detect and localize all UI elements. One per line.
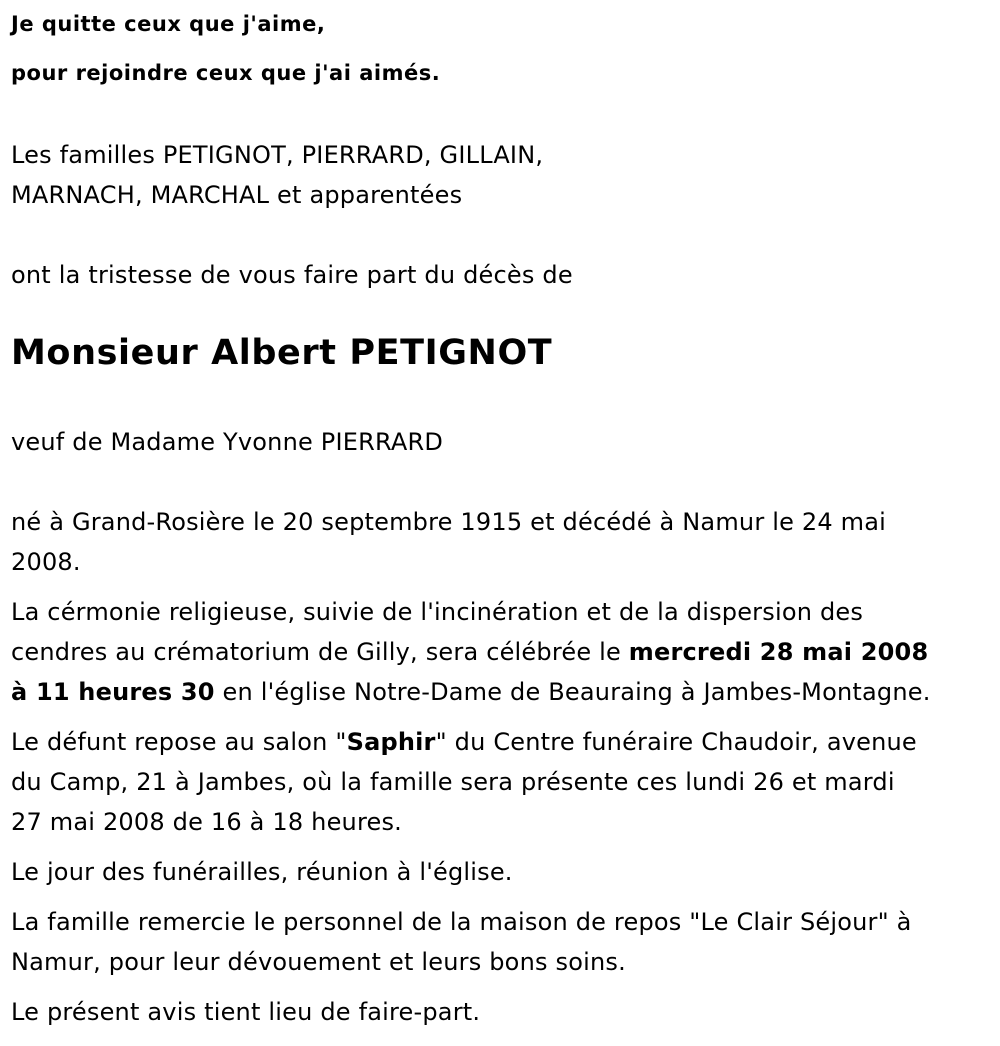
families-line-1: Les familles PETIGNOT, PIERRARD, GILLAIN, [11,141,544,169]
deceased-name: Monsieur Albert PETIGNOT [11,333,553,373]
ceremony-time: à 11 heures 30 [11,678,215,706]
ceremony-line-1: La cérmonie religieuse, suivie de l'incinération et de la dispersion des [11,598,864,626]
widower-of-text: veuf de Madame Yvonne PIERRARD [11,428,444,456]
ceremony-date: mercredi 28 mai 2008 [628,638,929,666]
closing-text: Le présent avis tient lieu de faire-part. [11,998,481,1026]
funeral-day-text: Le jour des funérailles, réunion à l'église. [11,858,513,886]
thanks-line-1: La famille remercie le personnel de la maison de repos "Le Clair Séjour" à [11,908,912,936]
birth-death-line-2: 2008. [11,548,81,576]
epigraph-line-1: Je quitte ceux que j'aime, [11,12,326,36]
salon-name: Saphir [346,728,436,756]
repose-line-1-post: " du Centre funéraire Chaudoir, avenue [435,728,917,756]
thanks-line-2: Namur, pour leur dévouement et leurs bons soins. [11,948,626,976]
ceremony-line-3-text: en l'église Notre-Dame de Beauraing à Jambes-Montagne. [214,678,931,706]
repose-line-1 [11,722,917,762]
birth-death-line-1: né à Grand-Rosière le 20 septembre 1915 et décédé à Namur le 24 mai [11,508,886,536]
ceremony-line-2 [11,632,928,672]
announcement-text: ont la tristesse de vous faire part du décès de [11,261,573,289]
ceremony-line-2-text: cendres au crématorium de Gilly, sera célébrée le [11,638,629,666]
repose-line-1-pre: Le défunt repose au salon " [11,728,347,756]
repose-line-3: 27 mai 2008 de 16 à 18 heures. [11,808,402,836]
ceremony-line-3 [11,672,931,712]
repose-line-2: du Camp, 21 à Jambes, où la famille sera présente ces lundi 26 et mardi [11,768,895,796]
epigraph-line-2: pour rejoindre ceux que j'ai aimés. [11,61,441,85]
families-line-2: MARNACH, MARCHAL et apparentées [11,181,463,209]
